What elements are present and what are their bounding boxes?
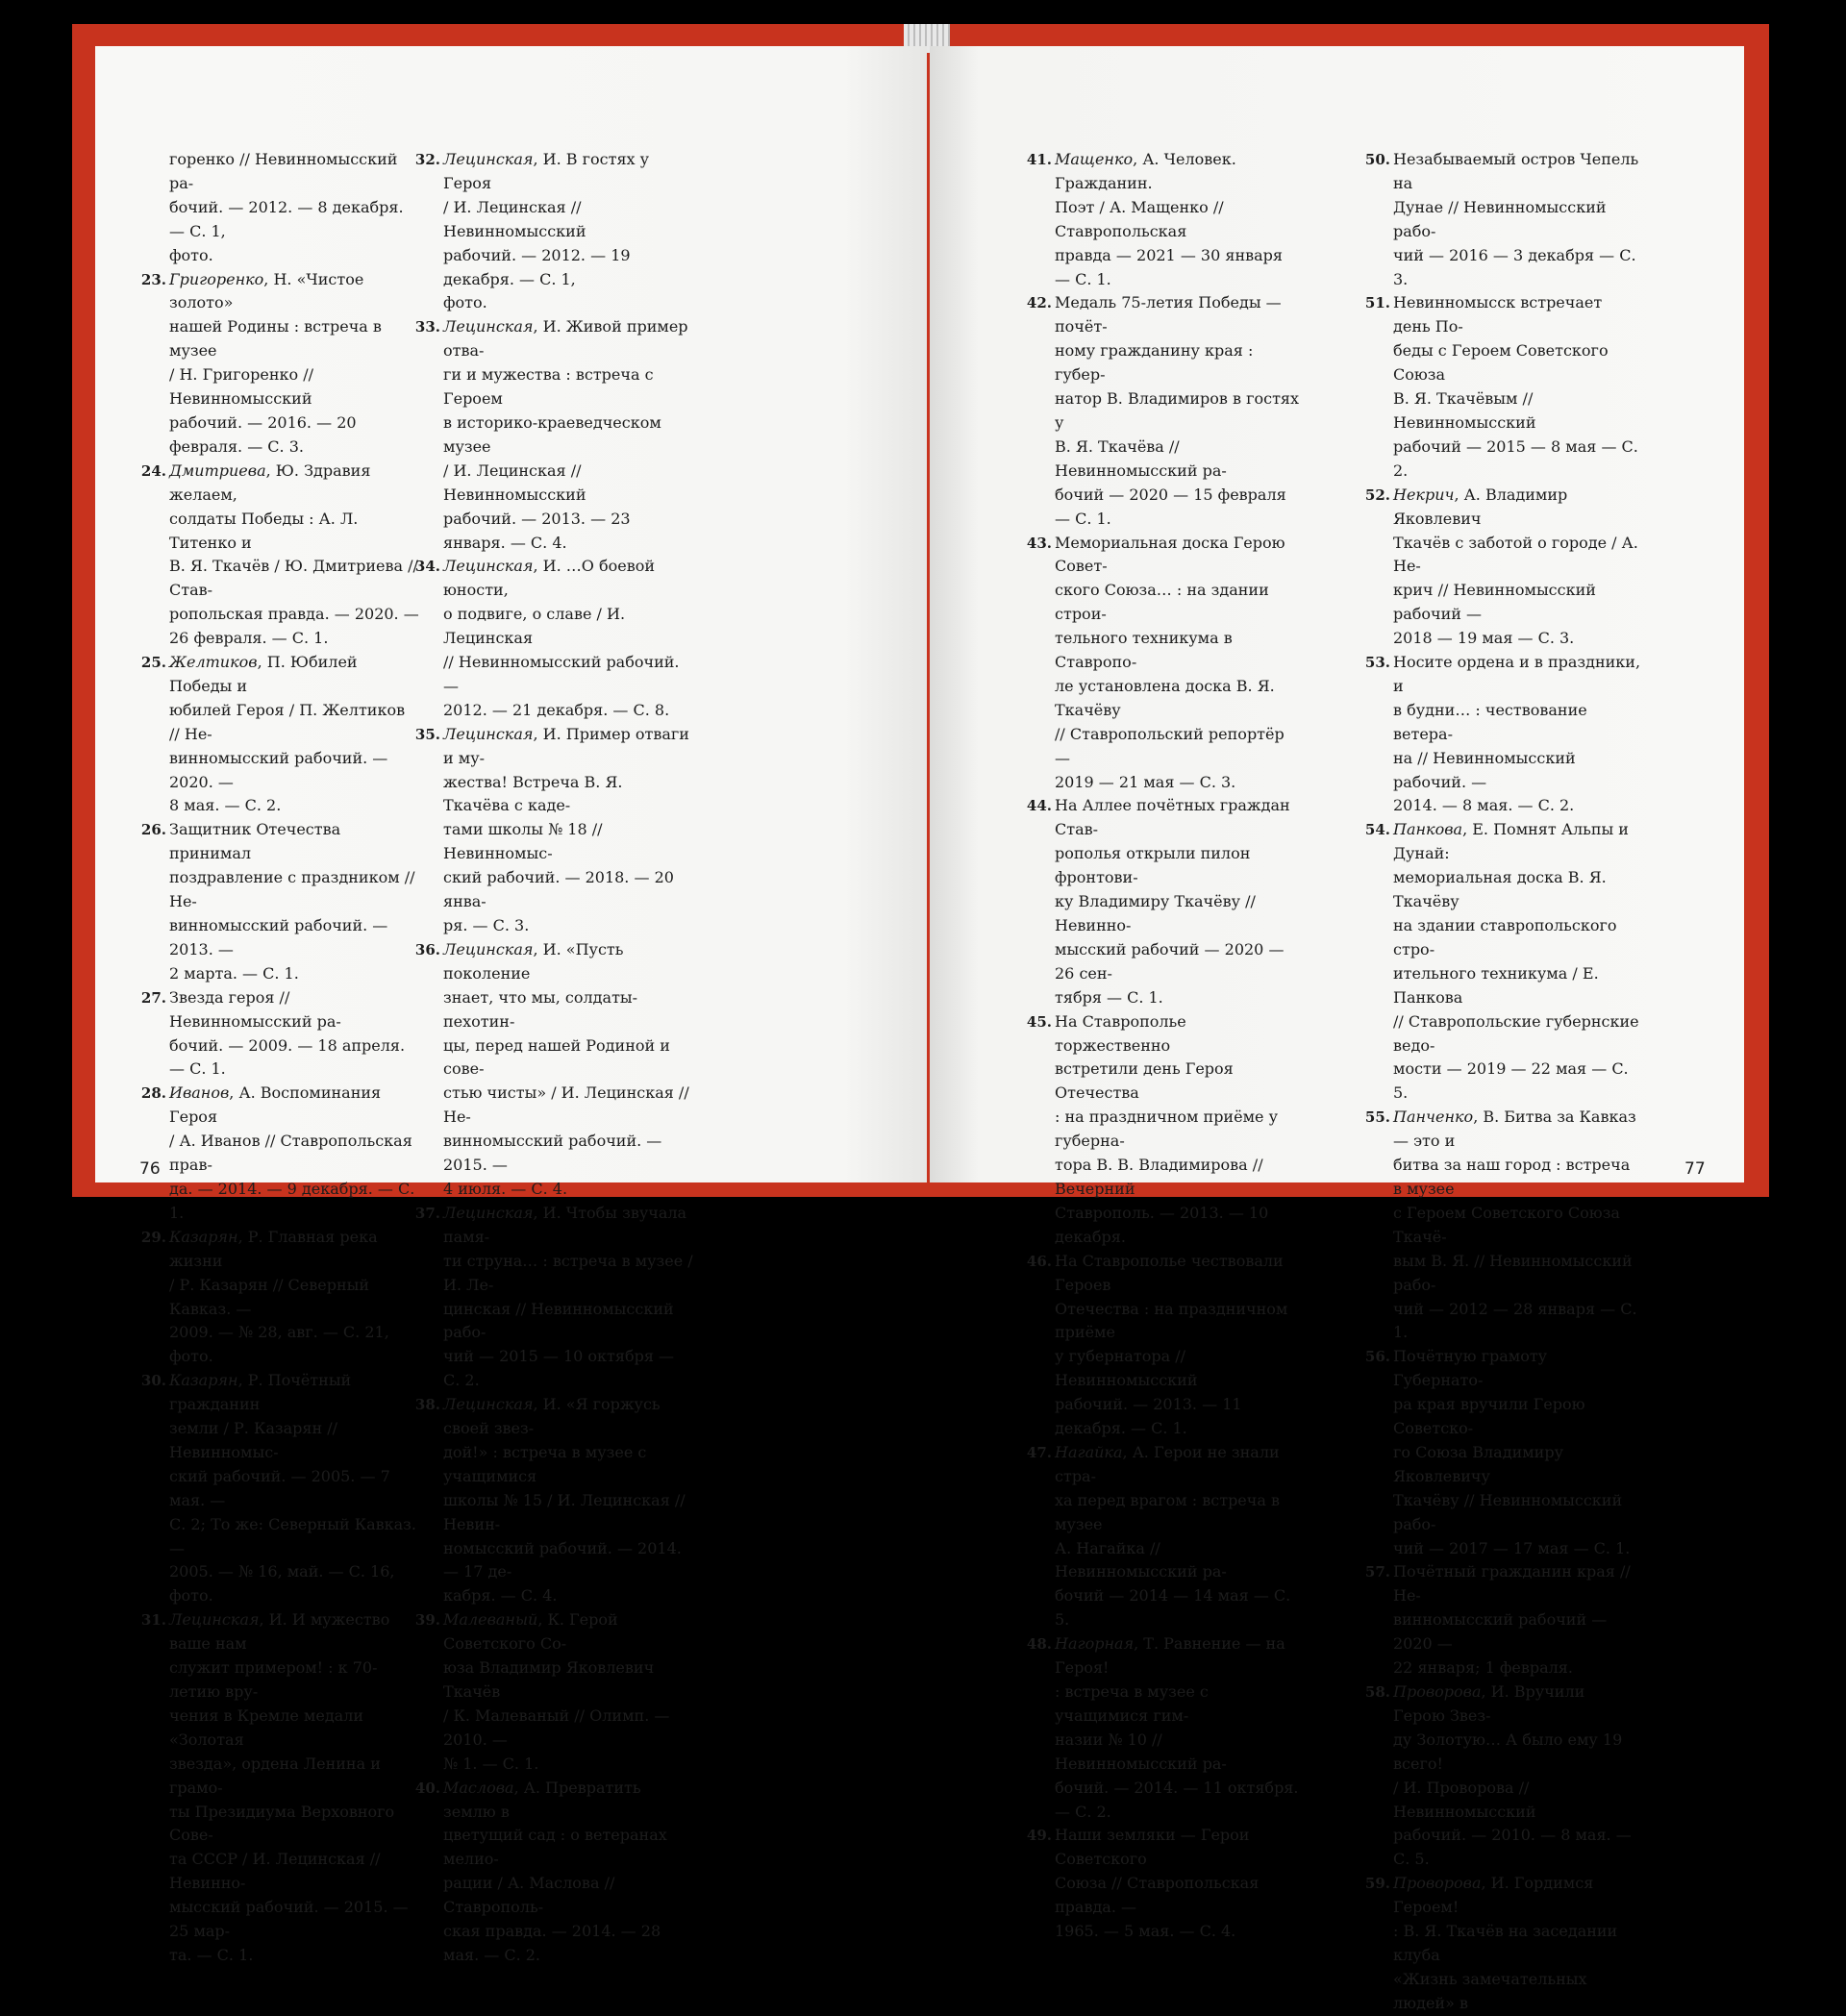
- bibliography-entry: [414, 555, 693, 722]
- entry-text: Носите ордена и в праздники, и в будни… : чествование ветера- на // Невинномысский рабочий. — 2014. — 8 мая. — С. 2.: [1393, 653, 1641, 815]
- entry-author: Лецинская: [443, 724, 534, 743]
- bibliography-entry: [140, 818, 419, 985]
- entry-number: 35.: [414, 725, 440, 743]
- entry-number: 44.: [1026, 797, 1052, 815]
- entry-number: 54.: [1364, 821, 1390, 839]
- bibliography-entry: [140, 1369, 419, 1608]
- entry-number: 38.: [414, 1396, 440, 1414]
- entry-text: , Р. Главная река жизни / Р. Казарян // Северный Кавказ. — 2009. — № 28, авг. — С. 21, фото.: [169, 1227, 389, 1366]
- entry-text: На Ставрополье торжественно встретили день Героя Отечества : на праздничном приёме у губерна- тора В. В. Владимирова // Вечерний Ставрополь. — 2013. — 10 декабря.: [1055, 1011, 1278, 1246]
- entry-text: , И. Вручили Герою Звез- ду Золотую… А было ему 19 всего! / И. Проворова // Невинномысский рабочий. — 2010. — 8 мая. — С. 5.: [1393, 1682, 1632, 1869]
- entry-number: 27.: [140, 988, 166, 1007]
- bibliography-entry: [1364, 818, 1641, 1106]
- entry-number: 34.: [414, 558, 440, 576]
- entry-author: Проворова: [1393, 1874, 1482, 1893]
- entry-text: , И. Гордимся Героем! : В. Я. Ткачёв на заседании клуба «Жизнь замечательных людей» в: [1393, 1874, 1618, 2012]
- bibliography-entry: [1364, 148, 1641, 291]
- entry-number: 28.: [140, 1084, 166, 1103]
- bibliography-entry: [1026, 1824, 1301, 1944]
- bibliography-entry: [414, 723, 693, 938]
- bibliography-entry: [414, 1777, 693, 1968]
- entry-author: Дмитриева: [169, 460, 266, 480]
- entry-number: 49.: [1026, 1827, 1052, 1845]
- bibliography-entry: [1364, 1560, 1641, 1680]
- entry-text: , И. «Пусть поколение знает, что мы, солдаты-пехотин- цы, перед нашей Родиной и сове- стью чисты» / И. Лецинская // Не- винномысский рабочий. — 2015. — 4 июля. — С. 4.: [443, 939, 689, 1198]
- entry-author: Лецинская: [443, 557, 534, 576]
- left-column-2: [414, 148, 693, 1968]
- right-column-2: [1364, 148, 1641, 2016]
- entry-number: 24.: [140, 461, 166, 480]
- entry-text: Незабываемый остров Чепель на Дунае // Невинномысский рабо- чий — 2016 — 3 декабря — С. 3.: [1393, 150, 1639, 288]
- entry-number: 36.: [414, 940, 440, 958]
- bibliography-entry: [140, 986, 419, 1083]
- entry-text: , П. Юбилей Победы и юбилей Героя / П. Желтиков // Не- винномысский рабочий. — 2020. — 8 мая. — С. 2.: [169, 653, 406, 815]
- entry-number: 58.: [1364, 1683, 1390, 1701]
- entry-text: , И. Пример отваги и му- жества! Встреча В. Я. Ткачёва с каде- тами школы № 18 // Невинномыс- ский рабочий. — 2018. — 20 янва- ря. — С. 3.: [443, 724, 689, 934]
- bibliography-entry: [140, 460, 419, 651]
- entry-text: , И. …О боевой юности, о подвиге, о славе / И. Лецинская // Невинномысский рабочий. — 2012. — 21 декабря. — С. 8.: [443, 557, 680, 719]
- bibliography-entry: [169, 148, 419, 268]
- entry-text: Медаль 75-летия Победы — почёт- ному гражданину края : губер- натор В. Владимиров в гостях у В. Я. Ткачёва // Невинномысский ра- бочий — 2020 — 15 февраля — С. 1.: [1055, 293, 1300, 528]
- bibliography-entry: [1364, 291, 1641, 483]
- bibliography-entry: [1364, 1872, 1641, 2015]
- entry-author: Казарян: [169, 1371, 238, 1390]
- entry-number: 37.: [414, 1204, 440, 1222]
- entry-text: , И. Живой пример отва- ги и мужества : встреча с Героем в историко-краеведческом музее / И. Лецинская // Невинномысский рабочий. — 2013. — 23 января. — С. 4.: [443, 317, 688, 552]
- entry-text: , А. Герои не знали стра- ха перед врагом : встреча в музее А. Нагайка // Невинномысский ра- бочий — 2014 — 14 мая — С. 5.: [1055, 1442, 1291, 1630]
- entry-author: Некрич: [1393, 485, 1455, 504]
- entry-text: На Аллее почётных граждан Став- рополья открыли пилон фронтови- ку Владимиру Ткачёву // Невинно- мысский рабочий — 2020 — 26 сен- тября — С. 1.: [1055, 796, 1290, 1007]
- entry-number: 42.: [1026, 294, 1052, 312]
- entry-text: , А. Человек. Гражданин. Поэт / А. Мащенко // Ставропольская правда — 2021 — 30 января — С. 1.: [1055, 150, 1283, 288]
- entry-author: Маслова: [443, 1778, 514, 1797]
- entry-number: 23.: [140, 270, 166, 288]
- entry-text: Защитник Отечества принимал поздравление с праздником // Не- винномысский рабочий. — 2013. — 2 марта. — С. 1.: [169, 820, 415, 983]
- page-number-left: 76: [139, 1159, 161, 1179]
- entry-number: 51.: [1364, 294, 1390, 312]
- bibliography-entry: [1026, 1250, 1301, 1441]
- entry-number: 47.: [1026, 1443, 1052, 1461]
- bibliography-entry: [140, 1608, 419, 1968]
- bibliography-entry: [1026, 1632, 1301, 1824]
- entry-text: Звезда героя // Невинномысский ра- бочий. — 2009. — 18 апреля. — С. 1.: [169, 987, 406, 1079]
- entry-author: Казарян: [169, 1227, 238, 1246]
- bibliography-entry: [1364, 1680, 1641, 1872]
- entry-author: Лецинская: [169, 1610, 260, 1630]
- entry-author: Лецинская: [443, 150, 534, 168]
- bibliography-entry: [1364, 1345, 1641, 1560]
- bibliography-entry: [140, 1226, 419, 1369]
- bibliography-entry: [1026, 1010, 1301, 1250]
- bibliography-entry: [1026, 148, 1301, 291]
- entry-text: , Е. Помнят Альпы и Дунай: мемориальная доска В. Я. Ткачёву на здании ставропольского стро- ительного техникума / Е. Панкова // Ставропольские губернские ведо- мости — 2019 — 22 мая — С. 5.: [1393, 820, 1639, 1103]
- right-column-1: [1026, 148, 1301, 1944]
- entry-text: Наши земляки — Герои Советского Союза // Ставропольская правда. — 1965. — 5 мая. — С. 4.: [1055, 1826, 1260, 1941]
- entry-author: Лецинская: [443, 939, 534, 958]
- bibliography-entry: [140, 268, 419, 460]
- entry-number: 41.: [1026, 151, 1052, 168]
- entry-text: , Р. Почётный гражданин земли / Р. Казарян // Невинномыс- ский рабочий. — 2005. — 7 мая. — С. 2; То же: Северный Кавказ. — 2005. — № 16, май. — С. 16, фото.: [169, 1371, 416, 1605]
- entry-number: 46.: [1026, 1252, 1052, 1270]
- entry-text: , И. «Я горжусь своей звез- дой!» : встреча в музее с учащимися школы № 15 / И. Лецинская // Невин- номысский рабочий. — 2014. — 17 де- кабря. — С. 4.: [443, 1395, 686, 1605]
- entry-number: 40.: [414, 1779, 440, 1797]
- entry-number: 31.: [140, 1611, 166, 1630]
- entry-author: Григоренко: [169, 269, 264, 288]
- entry-number: 30.: [140, 1372, 166, 1390]
- entry-text: Почётную грамоту Губернато- ра края вручили Герою Советско- го Союза Владимиру Яковлевичу Ткачёву // Невинномысский рабо- чий — 2017 — 17 мая — С. 1.: [1393, 1347, 1631, 1557]
- entry-number: 55.: [1364, 1108, 1390, 1127]
- entry-number: 59.: [1364, 1875, 1390, 1893]
- entry-number: 52.: [1364, 485, 1390, 504]
- entry-text: , А. Владимир Яковлевич Ткачёв с заботой о городе / А. Не- крич // Невинномысский рабочий — 2018 — 19 мая — С. 3.: [1393, 485, 1638, 648]
- right-page: [930, 46, 1744, 2012]
- entry-author: Малеваный: [443, 1610, 538, 1630]
- entry-text: , Т. Равнение — на Героя! : встреча в музее с учащимися гим- назии № 10 // Невинномысский ра- бочий. — 2014. — 11 октября. — С. 2.: [1055, 1634, 1299, 1821]
- entry-number: 45.: [1026, 1012, 1052, 1031]
- entry-author: Желтиков: [169, 653, 258, 672]
- entry-text: На Ставрополье чествовали Героев Отечества : на праздничном приёме у губернатора // Невинномысский рабочий. — 2013. — 11 декабря. — С. 1.: [1055, 1251, 1288, 1438]
- entry-text: Невинномысск встречает день По- беды с Героем Советского Союза В. Я. Ткачёвым // Невинномысский рабочий — 2015 — 8 мая — С. 2.: [1393, 293, 1638, 480]
- bibliography-entry: [1364, 1106, 1641, 1345]
- bibliography-entry: [1026, 532, 1301, 795]
- entry-text: , В. Битва за Кавказ — это и битва за наш город : встреча в музее с Героем Советского Союза Ткачё- вым В. Я. // Невинномысский рабо- чий — 2012 — 28 января — С. 1.: [1393, 1108, 1637, 1342]
- entry-number: 57.: [1364, 1563, 1390, 1581]
- page-number-right: 77: [1684, 1159, 1706, 1179]
- bibliography-entry: [1364, 651, 1641, 818]
- entry-author: Иванов: [169, 1083, 230, 1103]
- bibliography-entry: [414, 1393, 693, 1608]
- entry-author: Проворова: [1393, 1682, 1482, 1701]
- bibliography-entry: [414, 1608, 693, 1776]
- entry-text: , И. В гостях у Героя / И. Лецинская // Невинномысский рабочий. — 2012. — 19 декабря. — С. 1, фото.: [443, 150, 650, 312]
- entry-author: Нагайка: [1055, 1442, 1123, 1461]
- entry-text: Мемориальная доска Герою Совет- ского Союза… : на здании строи- тельного техникума в Ставропо- ле установлена доска В. Я. Ткачёву // Ставропольский репортёр — 2019 — 21 мая — С. 3.: [1055, 533, 1285, 791]
- bibliography-entry: [414, 148, 693, 315]
- entry-number: 53.: [1364, 654, 1390, 672]
- entry-author: Лецинская: [443, 1203, 534, 1222]
- entry-text: , А. Превратить землю в цветущий сад : о ветеранах мелио- рации / А. Маслова // Ставрополь- ская правда. — 2014. — 28 мая. — С. 2.: [443, 1778, 667, 1964]
- entry-text: , А. Воспоминания Героя / А. Иванов // Ставропольская прав- да. — 2014. — 9 декабря. — С. 1.: [169, 1083, 415, 1222]
- entry-author: Лецинская: [443, 1395, 534, 1414]
- entry-number: 33.: [414, 318, 440, 336]
- entry-author: Панченко: [1393, 1108, 1474, 1127]
- bibliography-entry: [140, 651, 419, 818]
- entry-author: Нагорная: [1055, 1634, 1135, 1654]
- entry-number: 39.: [414, 1611, 440, 1630]
- entry-text: , И. Чтобы звучала памя- ти струна… : встреча в музее / И. Ле- цинская // Невинномысский рабо- чий — 2015 — 10 октября — С. 2.: [443, 1203, 693, 1390]
- bibliography-entry: [414, 938, 693, 1202]
- entry-text: , Ю. Здравия желаем, солдаты Победы : А. Л. Титенко и В. Я. Ткачёв / Ю. Дмитриева // Став- ропольская правда. — 2020. — 26 февраля. — С. 1.: [169, 460, 419, 648]
- entry-author: Лецинская: [443, 317, 534, 336]
- entry-text: , И. И мужество ваше нам служит примером! : к 70-летию вру- чения в Кремле медали «Золотая звезда», ордена Ленина и грамо- ты Президиума Верховного Сове- та СССР / И. Лецинская // Невинно- мысский рабочий. — 2015. — 25 мар- та. — С. 1.: [169, 1610, 409, 1964]
- entry-number: 25.: [140, 654, 166, 672]
- bibliography-entry: [414, 315, 693, 555]
- entry-number: 50.: [1364, 151, 1390, 168]
- entry-number: 26.: [140, 821, 166, 839]
- entry-text: Почётный гражданин края // Не- винномысский рабочий — 2020 — 22 января; 1 февраля.: [1393, 1562, 1631, 1678]
- entry-author: Панкова: [1393, 820, 1463, 839]
- left-page: [95, 46, 927, 1964]
- entry-author: Мащенко: [1055, 150, 1134, 168]
- bibliography-entry: [1026, 1441, 1301, 1632]
- entry-number: 29.: [140, 1228, 166, 1246]
- bibliography-entry: [1026, 291, 1301, 531]
- entry-number: 56.: [1364, 1348, 1390, 1366]
- entry-text: , К. Герой Советского Со- юза Владимир Яковлевич Ткачёв / К. Малеваный // Олимп. — 2010. — № 1. — С. 1.: [443, 1610, 670, 1773]
- entry-number: 32.: [414, 151, 440, 168]
- entry-number: 48.: [1026, 1635, 1052, 1654]
- bibliography-entry: [1364, 484, 1641, 651]
- entry-text: , Н. «Чистое золото» нашей Родины : встреча в музее / Н. Григоренко // Невинномысский рабочий. — 2016. — 20 февраля. — С. 3.: [169, 269, 382, 456]
- entry-text: горенко // Невинномысский ра- бочий. — 2012. — 8 декабря. — С. 1, фото.: [169, 150, 404, 264]
- bibliography-entry: [1026, 794, 1301, 1009]
- entry-number: 43.: [1026, 534, 1052, 552]
